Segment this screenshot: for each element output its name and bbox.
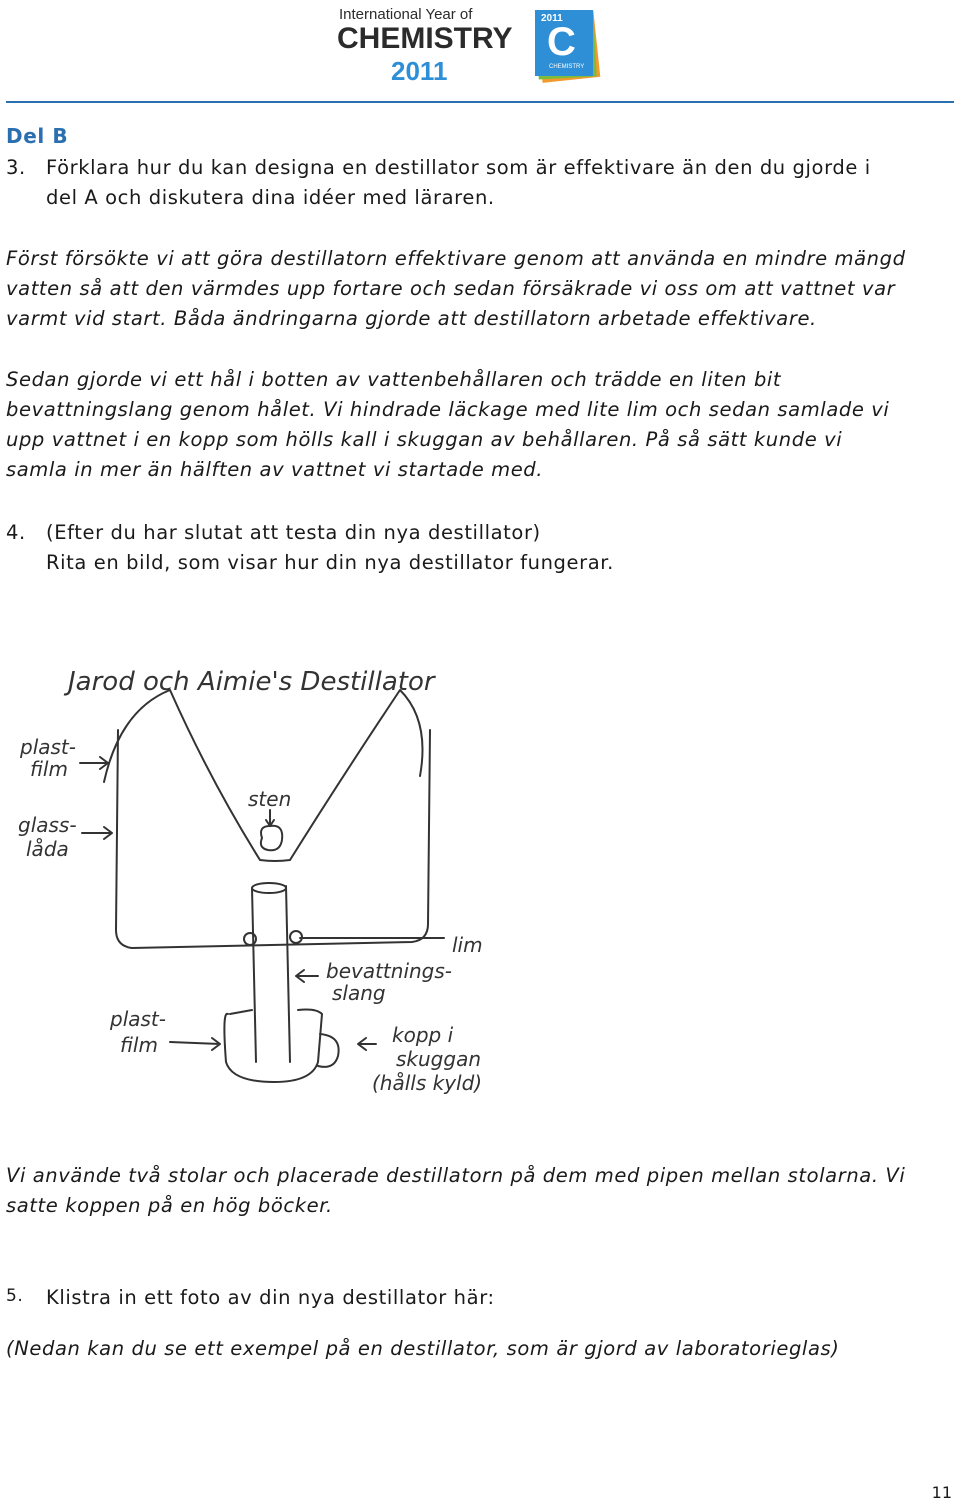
answer-4-line-2: satte koppen på en hög böcker. bbox=[6, 1194, 333, 1217]
label-kopp-1: kopp i bbox=[392, 1023, 454, 1047]
label-plastfilm-top-2: film bbox=[30, 757, 68, 781]
question-3-line-1: Förklara hur du kan designa en destillator som är effektivare än den du gjorde i bbox=[46, 156, 871, 179]
label-glasslada-1: glass- bbox=[18, 813, 77, 837]
question-5-line-1: Klistra in ett foto av din nya destillator här: bbox=[46, 1286, 495, 1309]
iyc-logo bbox=[333, 2, 603, 90]
logo-text-line2: CHEMISTRY bbox=[337, 22, 513, 55]
drawing-title: Jarod och Aimie's Destillator bbox=[68, 667, 435, 697]
label-kopp-2: skuggan bbox=[396, 1047, 481, 1071]
answer-3-p1-line-3: varmt vid start. Båda ändringarna gjorde att destillatorn arbetade effektivare. bbox=[6, 307, 817, 330]
header-divider bbox=[6, 101, 954, 103]
label-glasslada-2: låda bbox=[26, 837, 69, 861]
answer-3-p1-line-1: Först försökte vi att göra destillatorn effektivare genom att använda en mindre mängd bbox=[6, 247, 906, 270]
cup bbox=[224, 1010, 322, 1083]
logo-text-line1: International Year of bbox=[339, 6, 473, 23]
question-3-line-2: del A och diskutera dina idéer med läraren. bbox=[46, 186, 495, 209]
answer-3-p2-line-3: upp vattnet i en kopp som hölls kall i skuggan av behållaren. På så sätt kunde vi bbox=[6, 428, 843, 451]
answer-3-p2-line-1: Sedan gjorde vi ett hål i botten av vattenbehållaren och trädde en liten bit bbox=[6, 368, 782, 391]
question-4-line-1: (Efter du har slutat att testa din nya destillator) bbox=[46, 521, 541, 544]
answer-4-line-1: Vi använde två stolar och placerade destillatorn på dem med pipen mellan stolarna. Vi bbox=[6, 1164, 906, 1187]
badge-letter: C bbox=[547, 20, 576, 64]
hose bbox=[252, 886, 290, 1062]
logo-badge bbox=[531, 4, 601, 84]
section-title: Del B bbox=[6, 124, 69, 148]
label-lim: lim bbox=[452, 933, 483, 957]
label-kopp-3: (hålls kyld) bbox=[372, 1071, 483, 1095]
question-5-number: 5. bbox=[6, 1286, 24, 1306]
question-3-number: 3. bbox=[6, 156, 26, 179]
answer-3-p2-line-4: samla in mer än hälften av vattnet vi startade med. bbox=[6, 458, 544, 481]
question-4-line-2: Rita en bild, som visar hur din nya destillator fungerar. bbox=[46, 551, 614, 574]
label-plastfilm-bottom-2: film bbox=[120, 1033, 158, 1057]
label-plastfilm-bottom-1: plast- bbox=[110, 1007, 166, 1031]
answer-3-p1-line-2: vatten så att den värmdes upp fortare och sedan försäkrade vi oss om att vattnet var bbox=[6, 277, 896, 300]
page-number: 11 bbox=[931, 1483, 952, 1502]
question-4-number: 4. bbox=[6, 521, 26, 544]
logo-text-line3: 2011 bbox=[391, 56, 448, 86]
distiller-drawing bbox=[0, 630, 620, 1110]
label-bevattnings-2: slang bbox=[332, 981, 386, 1005]
badge-sub: CHEMISTRY bbox=[549, 64, 585, 70]
stone bbox=[261, 826, 282, 851]
label-bevattnings-1: bevattnings- bbox=[326, 959, 453, 983]
plastic-film-top bbox=[104, 690, 423, 861]
badge-year: 2011 bbox=[541, 13, 563, 24]
label-sten: sten bbox=[248, 787, 292, 811]
glass-box bbox=[116, 730, 430, 948]
label-plastfilm-top-1: plast- bbox=[20, 735, 76, 759]
example-note: (Nedan kan du se ett exempel på en destillator, som är gjord av laboratorieglas) bbox=[6, 1337, 840, 1360]
answer-3-p2-line-2: bevattningslang genom hålet. Vi hindrade läckage med lite lim och sedan samlade vi bbox=[6, 398, 890, 421]
